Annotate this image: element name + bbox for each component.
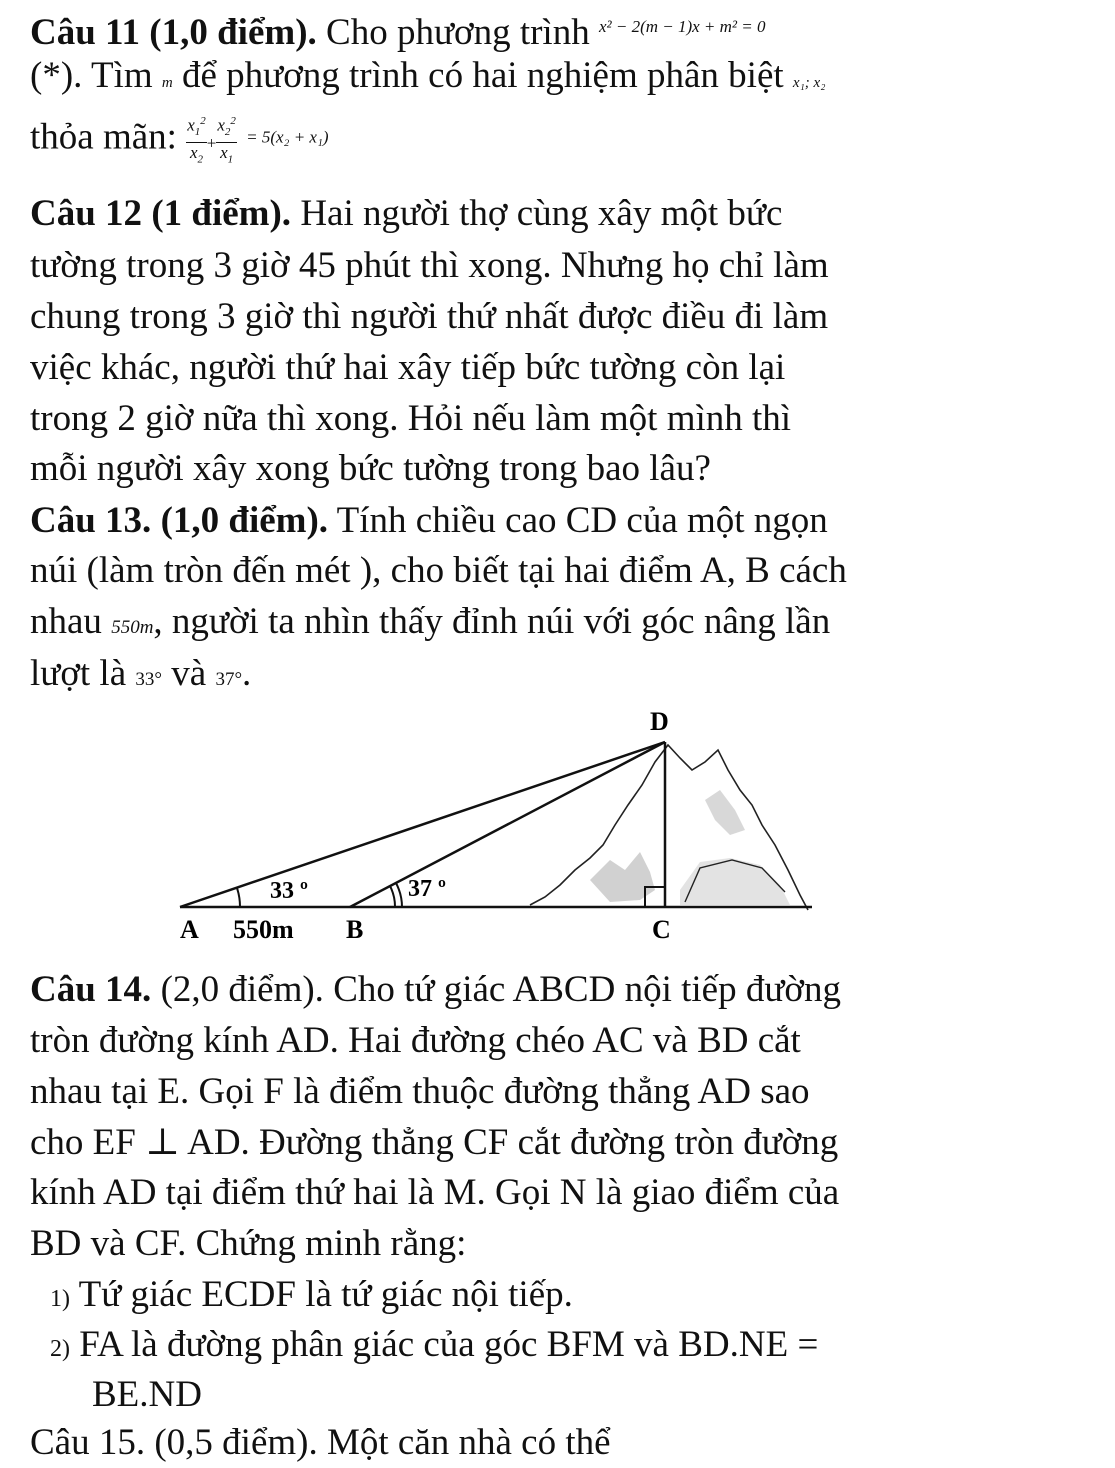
q14-item-1 (50, 1270, 573, 1324)
label-angle-b: 37 º (408, 876, 446, 902)
q12-line-5: trong 2 giờ nữa thì xong. Hỏi nếu làm một mình thì (30, 398, 792, 439)
q11-title: Câu 11 (30, 12, 141, 53)
q13-distance: 550m (111, 617, 154, 638)
q12-line-3: chung trong 3 giờ thì người thứ nhất được điều đi làm (30, 296, 829, 337)
q11-line-1 (30, 2, 766, 58)
label-ab: 550m (233, 915, 294, 944)
label-b: B (346, 915, 364, 944)
q14-line-6: BD và CF. Chứng minh rằng: (30, 1223, 467, 1264)
mountain-shade-2 (705, 790, 745, 835)
q11-line2-b: để phương trình có hai nghiệm phân biệt (181, 55, 784, 96)
q13-line4-b: và (171, 653, 207, 694)
q11-roots: x₁; x₂ (792, 75, 826, 91)
q12-text-0: Hai người thợ cùng xây một bức (300, 193, 783, 234)
q12-line-6: mỗi người xây xong bức tường trong bao lâu? (30, 448, 711, 489)
q14-points: (2,0 điểm). (160, 969, 324, 1010)
q13-line-2: núi (làm tròn đến mét ), cho biết tại hai điểm A, B cách (30, 550, 847, 591)
q14-item-2-num: 2) (50, 1336, 70, 1362)
q14-item-1-text: Tứ giác ECDF là tứ giác nội tiếp. (78, 1274, 573, 1315)
q13-angle-2: 37° (215, 669, 243, 690)
q11-frac-2: $\frac{x_2^2}{x_1}$ (216, 111, 237, 169)
q15-cutoff-line (30, 1418, 611, 1463)
angle-arc-a (237, 888, 240, 907)
q13-line3-a: nhau (30, 601, 102, 642)
angle-arc-b-1 (390, 886, 395, 907)
mountain-shade-3 (680, 858, 790, 905)
q11-text: Cho phương trình (326, 12, 590, 53)
q12-line-2: tường trong 3 giờ 45 phút thì xong. Nhưng họ chỉ làm (30, 245, 829, 286)
q12-title: Câu 12 (30, 193, 143, 234)
q11-frac-1: $\frac{x_1^2}{x_2}$ (186, 111, 207, 169)
q15-cutoff-text: Câu 15. (0,5 điểm). Một căn nhà có thể (30, 1422, 611, 1463)
label-c: C (652, 915, 671, 944)
q11-equation: x² − 2(m − 1)x + m² = 0 (598, 17, 766, 36)
q14-line-5: kính AD tại điểm thứ hai là M. Gọi N là giao điểm của (30, 1172, 840, 1213)
q14-text-0: Cho tứ giác ABCD nội tiếp đường (333, 969, 841, 1010)
q13-line-1 (30, 496, 828, 546)
q11-line3-a: thỏa mãn: (30, 116, 177, 158)
q13-text-0: Tính chiều cao CD của một ngọn (336, 500, 828, 541)
q11-line-3: thỏa mãn: $\frac{x_1^2}{x_2}$ + $\frac{x_2^2}{x_1}$ = 5(x₂ + x₁) (30, 111, 329, 169)
q11-line2-a: (*). Tìm (30, 55, 153, 96)
mountain-figure (0, 690, 1115, 950)
q13-line4-c: . (242, 653, 252, 694)
q14-title: Câu 14. (30, 969, 152, 1010)
q14-item-2-text: FA là đường phân giác của góc BFM và BD.NE = (79, 1324, 819, 1365)
q13-line4-a: lượt là (30, 653, 127, 694)
q12-line-4: việc khác, người thứ hai xây tiếp bức tường còn lại (30, 347, 786, 388)
q14-line-3: nhau tại E. Gọi F là điểm thuộc đường thẳng AD sao (30, 1071, 810, 1112)
angle-arc-b-2 (396, 883, 402, 907)
label-a: A (180, 915, 199, 944)
q14-item-1-num: 1) (50, 1286, 70, 1312)
q12-points: (1 điểm). (151, 193, 292, 234)
label-d: D (650, 707, 669, 736)
q14-item-2-cont: BE.ND (92, 1374, 202, 1415)
q11-line-2 (30, 51, 825, 108)
q13-title: Câu 13. (30, 500, 152, 541)
q13-line3-b: , người ta nhìn thấy đỉnh núi với góc nâng lần (153, 601, 831, 642)
q14-line-1 (30, 965, 841, 1015)
q14-line-2: tròn đường kính AD. Hai đường chéo AC và BD cắt (30, 1020, 801, 1061)
q12-line-1 (30, 189, 782, 239)
q11-m-var: m (161, 75, 173, 91)
q13-line-3 (30, 597, 830, 653)
q14-line-4: cho EF ⊥ AD. Đường thẳng CF cắt đường tròn đường (30, 1122, 839, 1163)
q13-angle-1: 33° (135, 669, 162, 690)
label-angle-a: 33 º (270, 878, 308, 904)
q14-item-2 (50, 1320, 818, 1374)
q11-cond-rhs: = 5(x₂ + x₁) (246, 127, 329, 147)
q11-points: (1,0 điểm). (149, 12, 317, 53)
q13-points: (1,0 điểm). (160, 500, 329, 541)
